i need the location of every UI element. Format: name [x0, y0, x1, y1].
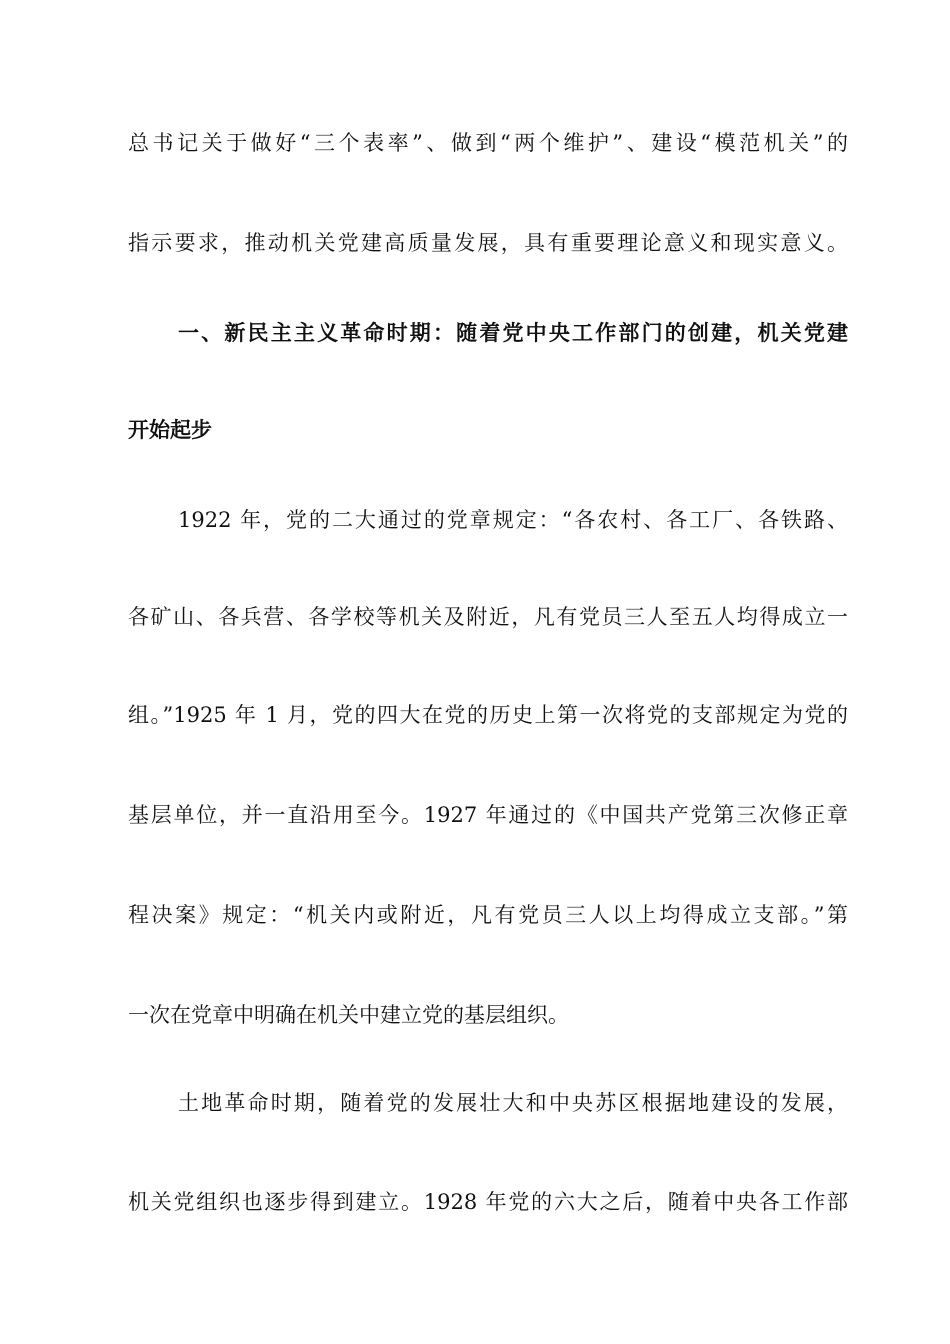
- paragraph-line: 土地革命时期，随着党的发展壮大和中央苏区根据地建设的发展，: [178, 1091, 848, 1115]
- paragraph-line: 各矿山、各兵营、各学校等机关及附近，凡有党员三人至五人均得成立一: [128, 605, 848, 629]
- paragraph-line: 程决案》规定：“机关内或附近，凡有党员三人以上均得成立支部。”第: [128, 903, 848, 927]
- paragraph-line: 机关党组织也逐步得到建立。1928 年党的六大之后，随着中央各工作部: [128, 1190, 848, 1214]
- section-heading-line: 一、新民主主义革命时期：随着党中央工作部门的创建，机关党建: [178, 320, 848, 345]
- section-heading-line: 开始起步: [128, 417, 212, 442]
- paragraph-line: 基层单位，并一直沿用至今。1927 年通过的《中国共产党第三次修正章: [128, 803, 848, 827]
- paragraph-line: 组。”1925 年 1 月，党的四大在党的历史上第一次将党的支部规定为党的: [128, 703, 848, 727]
- paragraph-line: 1922 年，党的二大通过的党章规定：“各农村、各工厂、各铁路、: [178, 508, 848, 532]
- paragraph-line: 总书记关于做好“三个表率”、做到“两个维护”、建设“模范机关”的: [128, 131, 848, 155]
- paragraph-line: 一次在党章中明确在机关中建立党的基层组织。: [128, 1003, 569, 1027]
- paragraph-line: 指示要求，推动机关党建高质量发展，具有重要理论意义和现实意义。: [128, 231, 848, 255]
